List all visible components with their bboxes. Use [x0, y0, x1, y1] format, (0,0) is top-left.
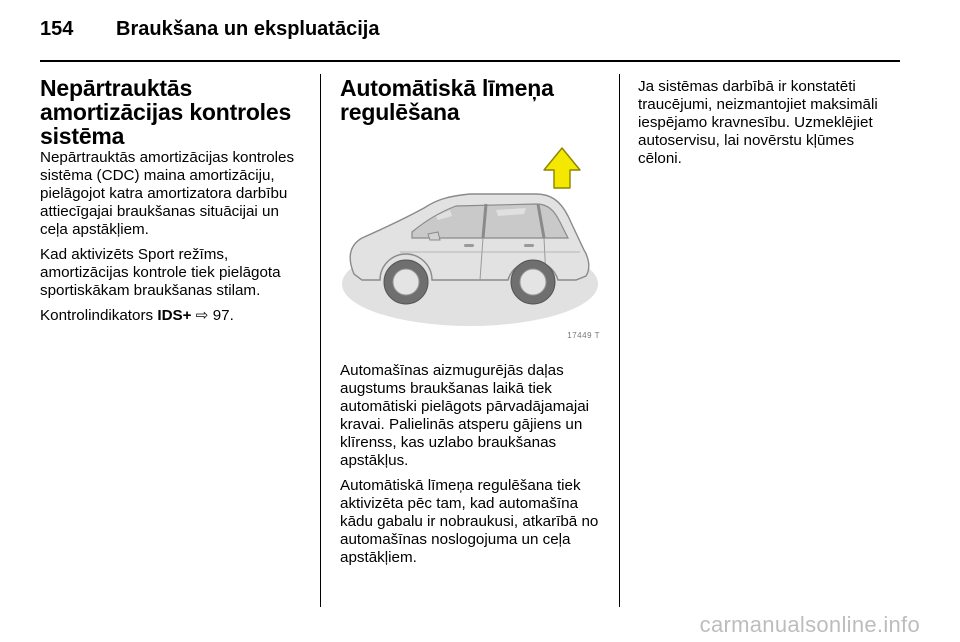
left-column: [40, 76, 302, 332]
watermark: carmanualsonline.info: [699, 612, 920, 637]
right-column: [638, 76, 900, 175]
car-figure: [340, 134, 602, 344]
column-divider-right: [619, 74, 620, 607]
page-reference-icon: ⇨: [195, 307, 209, 324]
indicator-prefix: Kontrolindikators: [40, 307, 158, 324]
indicator-page-ref[interactable]: 97.: [208, 307, 234, 324]
chapter-title: Braukšana un ekspluatācija: [116, 18, 380, 40]
page-header: [40, 18, 379, 41]
page-number: 154: [40, 18, 74, 40]
cdc-paragraph-2: Kad aktivizēts Sport režīms, amortizācijas kontrole tiek pielāgota sportiskākam braukšanas stilam.: [40, 246, 281, 299]
middle-column: [340, 76, 610, 574]
level-paragraph-1: Automašīnas aizmugurējās daļas augstums braukšanas laikā tiek automātiski pielāgots pārvadājamajai kravai. Palielinās atsperu gājiens un klīrenss, kas uzlabo braukšanas apstākļus.: [340, 362, 590, 469]
fault-paragraph: Ja sistēmas darbībā ir konstatēti traucējumi, neizmantojiet maksimāli iespējamo kravnesību. Uzmeklējiet autoservisu, lai novērstu kļūmes cēloni.: [638, 78, 878, 167]
level-paragraph-2: Automātiskā līmeņa regulēšana tiek aktivizēta pēc tam, kad automašīna kādu gabalu ir nobraukusi, atkarībā no automašīnas noslogojuma un ceļa apstākļiem.: [340, 477, 599, 566]
header-divider: [40, 60, 900, 62]
indicator-reference: [40, 307, 302, 325]
car-side-illustration: [340, 134, 602, 344]
indicator-name: IDS+: [157, 307, 192, 324]
up-arrow-icon: [544, 148, 580, 188]
section-title-cdc: Nepārtrauktās amortizācijas kontroles sistēma: [40, 75, 292, 149]
section-title-level-control: Automātiskā līmeņa regulēšana: [340, 75, 554, 125]
cdc-paragraph-1: Nepārtrauktās amortizācijas kontroles sistēma (CDC) maina amortizāciju, pielāgojot katra amortizatora darbību attiecīgajai braukšanas situācijai un ceļa apstākļiem.: [40, 149, 295, 238]
column-divider-left: [320, 74, 321, 607]
figure-label: 17449 T: [567, 331, 600, 340]
